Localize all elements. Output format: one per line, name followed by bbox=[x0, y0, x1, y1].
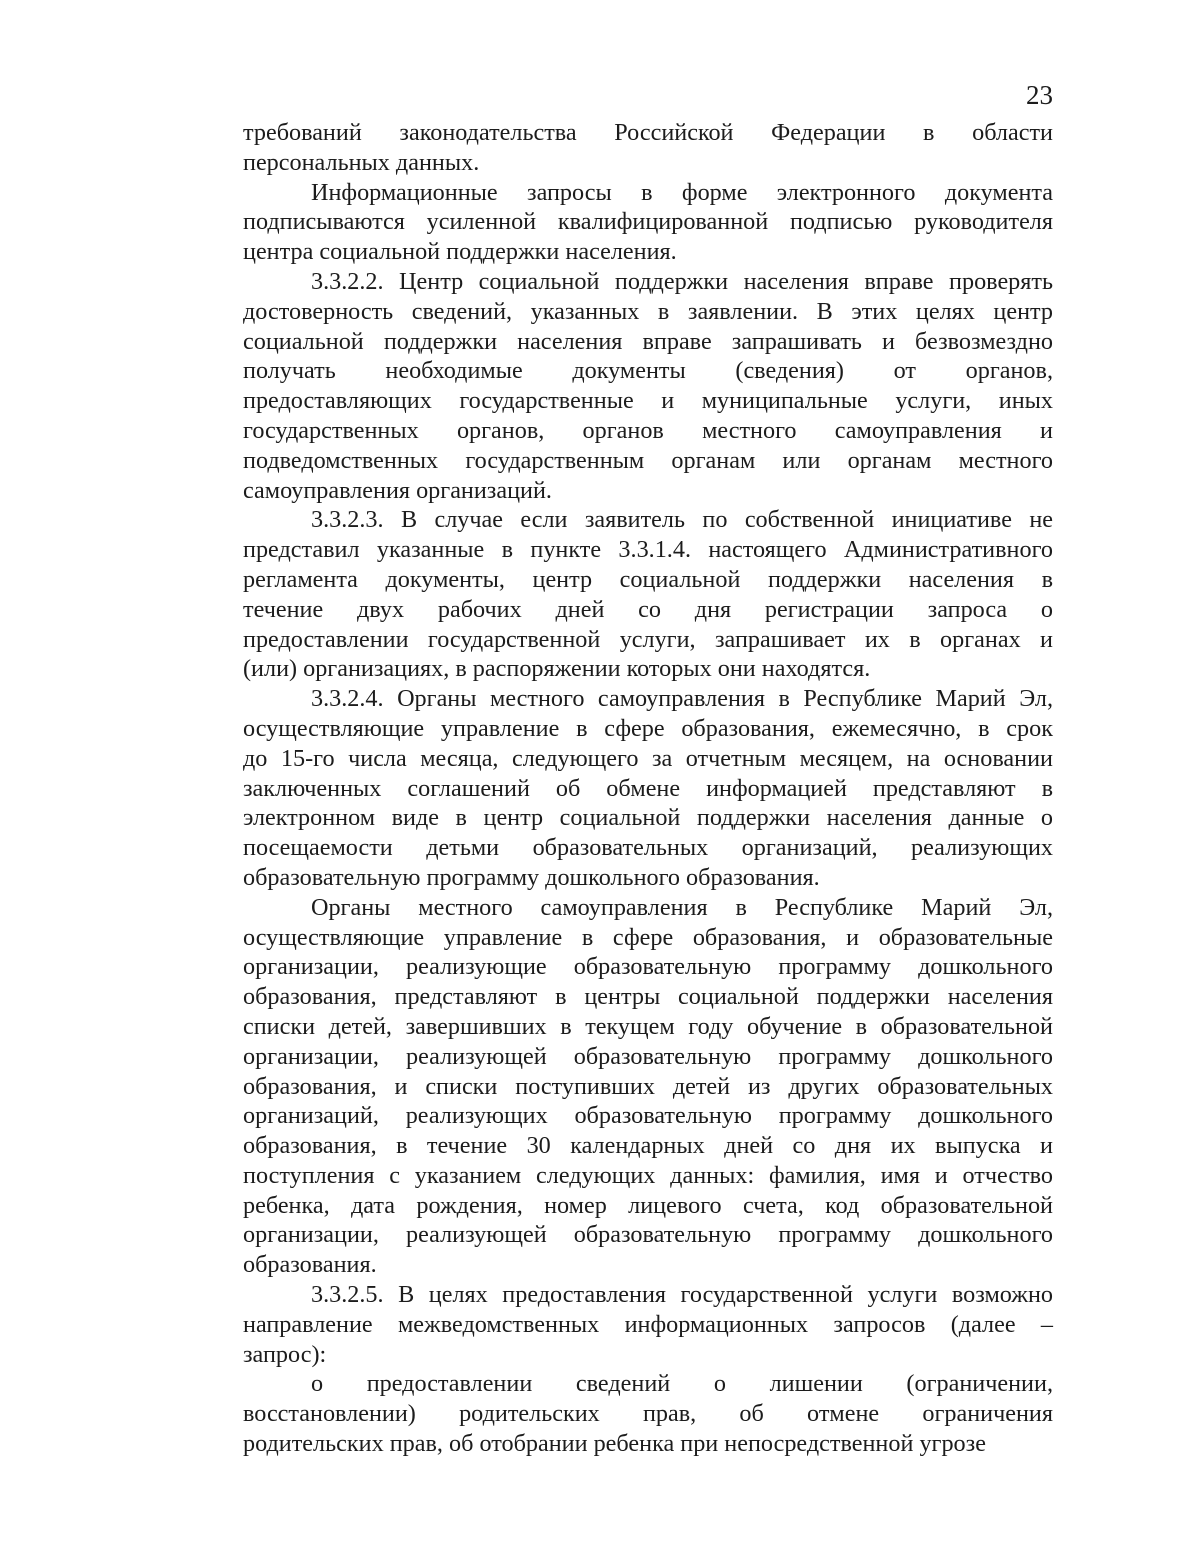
text-line: подведомственных государственным органам или органам местного bbox=[243, 446, 1053, 474]
text-line: образования, в течение 30 календарных дней со дня их выпуска и bbox=[243, 1132, 1053, 1160]
text-line: направление межведомственных информационных запросов (далее – bbox=[243, 1310, 1053, 1338]
page-number: 23 bbox=[1026, 80, 1053, 110]
text-line: родительских прав, об отобрании ребенка при непосредственной угрозе bbox=[243, 1430, 986, 1458]
text-line: запрос): bbox=[243, 1340, 327, 1368]
text-line: Органы местного самоуправления в Республике Марий Эл, bbox=[311, 893, 1053, 921]
text-line: достоверность сведений, указанных в заявлении. В этих целях центр bbox=[243, 297, 1053, 325]
text-line: о предоставлении сведений о лишении (ограничении, bbox=[311, 1370, 1053, 1398]
paragraph bbox=[243, 118, 1053, 178]
text-line: 3.3.2.4. Органы местного самоуправления в Республике Марий Эл, bbox=[311, 685, 1053, 713]
text-line: организации, реализующие образовательную программу дошкольного bbox=[243, 953, 1053, 981]
text-line: персональных данных. bbox=[243, 148, 480, 176]
text-line: требований законодательства Российской Федерации в области bbox=[243, 119, 1053, 146]
text-line: до 15-го числа месяца, следующего за отчетным месяцем, на основании bbox=[243, 744, 1053, 772]
text-line: 3.3.2.3. В случае если заявитель по собственной инициативе не bbox=[311, 506, 1053, 534]
text-line: поступления с указанием следующих данных: фамилия, имя и отчество bbox=[243, 1161, 1053, 1189]
paragraph bbox=[243, 893, 1053, 1280]
paragraph bbox=[243, 684, 1053, 893]
paragraph bbox=[243, 1280, 1053, 1369]
text-line: 3.3.2.2. Центр социальной поддержки населения вправе проверять bbox=[311, 267, 1053, 295]
paragraph bbox=[243, 178, 1053, 267]
text-line: получать необходимые документы (сведения) от органов, bbox=[243, 357, 1053, 385]
text-line: предоставлении государственной услуги, запрашивает их в органах и bbox=[243, 625, 1053, 653]
text-line: 3.3.2.5. В целях предоставления государственной услуги возможно bbox=[311, 1281, 1053, 1309]
text-line: электронном виде в центр социальной поддержки населения данные о bbox=[243, 804, 1053, 832]
text-line: организации, реализующей образовательную программу дошкольного bbox=[243, 1042, 1053, 1070]
text-line: осуществляющие управление в сфере образования, и образовательные bbox=[243, 923, 1053, 951]
text-line: образования, представляют в центры социальной поддержки населения bbox=[243, 983, 1053, 1011]
paragraph bbox=[243, 1369, 1053, 1458]
text-line: течение двух рабочих дней со дня регистрации запроса о bbox=[243, 595, 1053, 623]
document-body bbox=[243, 118, 1053, 1459]
text-line: Информационные запросы в форме электронного документа bbox=[311, 178, 1053, 206]
text-line: социальной поддержки населения вправе запрашивать и безвозмездно bbox=[243, 327, 1053, 355]
text-line: ребенка, дата рождения, номер лицевого счета, код образовательной bbox=[243, 1191, 1053, 1219]
text-line: предоставляющих государственные и муниципальные услуги, иных bbox=[243, 387, 1053, 415]
text-line: образования, и списки поступивших детей из других образовательных bbox=[243, 1072, 1053, 1100]
paragraph bbox=[243, 505, 1053, 684]
text-line: организаций, реализующих образовательную программу дошкольного bbox=[243, 1102, 1053, 1130]
text-line: образовательную программу дошкольного образования. bbox=[243, 863, 820, 891]
text-line: (или) организациях, в распоряжении которых они находятся. bbox=[243, 655, 871, 683]
text-line: посещаемости детьми образовательных организаций, реализующих bbox=[243, 834, 1053, 862]
paragraph bbox=[243, 267, 1053, 505]
text-line: центра социальной поддержки населения. bbox=[243, 238, 677, 266]
text-line: представил указанные в пункте 3.3.1.4. настоящего Административного bbox=[243, 536, 1053, 564]
text-line: регламента документы, центр социальной поддержки населения в bbox=[243, 565, 1053, 593]
text-line: организации, реализующей образовательную программу дошкольного bbox=[243, 1221, 1053, 1249]
text-line: восстановлении) родительских прав, об отмене ограничения bbox=[243, 1400, 1053, 1428]
text-line: осуществляющие управление в сфере образования, ежемесячно, в срок bbox=[243, 714, 1053, 742]
text-line: заключенных соглашений об обмене информацией представляют в bbox=[243, 774, 1053, 802]
text-line: списки детей, завершивших в текущем году обучение в образовательной bbox=[243, 1012, 1053, 1040]
text-line: самоуправления организаций. bbox=[243, 476, 552, 504]
text-line: подписываются усиленной квалифицированной подписью руководителя bbox=[243, 208, 1053, 236]
text-line: образования. bbox=[243, 1251, 377, 1279]
text-line: государственных органов, органов местного самоуправления и bbox=[243, 416, 1053, 444]
